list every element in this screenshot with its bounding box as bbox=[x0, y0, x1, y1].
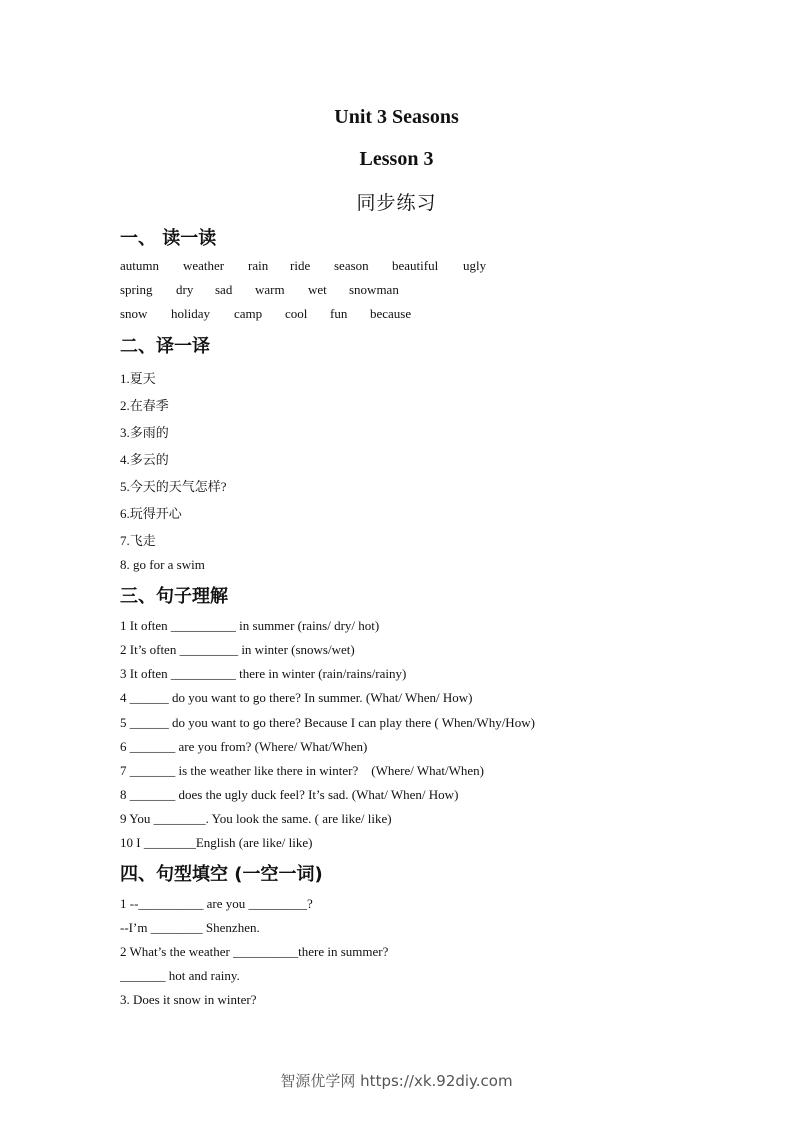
page-title: Unit 3 Seasons bbox=[334, 106, 459, 128]
word: dry bbox=[176, 282, 194, 297]
list-item: 2.在春季 bbox=[120, 398, 169, 413]
footer-watermark: 智源优学网 https://xk.92diy.com bbox=[280, 1072, 513, 1090]
section-heading-fill-blank: 四、句型填空 (一空一词) bbox=[120, 864, 323, 885]
word: weather bbox=[183, 258, 225, 273]
list-item: 3.多雨的 bbox=[120, 425, 169, 440]
word: wet bbox=[308, 282, 327, 297]
list-item: 2 It’s often _________ in winter (snows/wet) bbox=[120, 642, 355, 657]
list-item: 7.飞走 bbox=[120, 533, 156, 548]
list-item: 6 _______ are you from? (Where/ What/When) bbox=[120, 739, 368, 754]
word: rain bbox=[248, 258, 269, 273]
list-item: 1 --__________ are you _________? bbox=[120, 896, 313, 911]
section-heading-sentences: 三、句子理解 bbox=[120, 586, 228, 607]
word: snow bbox=[120, 306, 148, 321]
word: cool bbox=[285, 306, 308, 321]
list-item: 4 ______ do you want to go there? In summer. (What/ When/ How) bbox=[120, 690, 473, 705]
word: beautiful bbox=[392, 258, 439, 273]
word: ugly bbox=[463, 258, 487, 273]
lesson-title: Lesson 3 bbox=[359, 148, 434, 170]
word: warm bbox=[255, 282, 285, 297]
list-item: 9 You ________. You look the same. ( are like/ like) bbox=[120, 811, 392, 826]
word: fun bbox=[330, 306, 348, 321]
list-item: 1.夏天 bbox=[120, 371, 156, 386]
section-heading-read: 一、 读一读 bbox=[120, 228, 217, 249]
word: spring bbox=[120, 282, 153, 297]
list-item: 5 ______ do you want to go there? Because I can play there ( When/Why/How) bbox=[120, 715, 535, 730]
list-item: 3. Does it snow in winter? bbox=[120, 992, 257, 1007]
word: season bbox=[334, 258, 369, 273]
word: because bbox=[370, 306, 412, 321]
word: holiday bbox=[171, 306, 210, 321]
list-item: 6.玩得开心 bbox=[120, 506, 182, 521]
section-heading-translate: 二、译一译 bbox=[120, 336, 210, 357]
list-item: 3 It often __________ there in winter (rain/rains/rainy) bbox=[120, 666, 407, 681]
list-item: 8 _______ does the ugly duck feel? It’s sad. (What/ When/ How) bbox=[120, 787, 459, 802]
list-item: 4.多云的 bbox=[120, 452, 169, 467]
word: ride bbox=[290, 258, 311, 273]
word: sad bbox=[215, 282, 233, 297]
list-item: 10 I ________English (are like/ like) bbox=[120, 835, 313, 850]
list-item: 7 _______ is the weather like there in winter? (Where/ What/When) bbox=[120, 763, 484, 778]
worksheet-subtitle: 同步练习 bbox=[356, 192, 437, 214]
list-item: 8. go for a swim bbox=[120, 557, 205, 572]
list-item: 5.今天的天气怎样? bbox=[120, 479, 227, 494]
list-item: 2 What’s the weather __________there in summer? bbox=[120, 944, 389, 959]
word: snowman bbox=[349, 282, 399, 297]
list-item: --I’m ________ Shenzhen. bbox=[120, 920, 260, 935]
word: autumn bbox=[120, 258, 159, 273]
list-item: _______ hot and rainy. bbox=[120, 968, 240, 983]
word: camp bbox=[234, 306, 263, 321]
list-item: 1 It often __________ in summer (rains/ dry/ hot) bbox=[120, 618, 380, 633]
